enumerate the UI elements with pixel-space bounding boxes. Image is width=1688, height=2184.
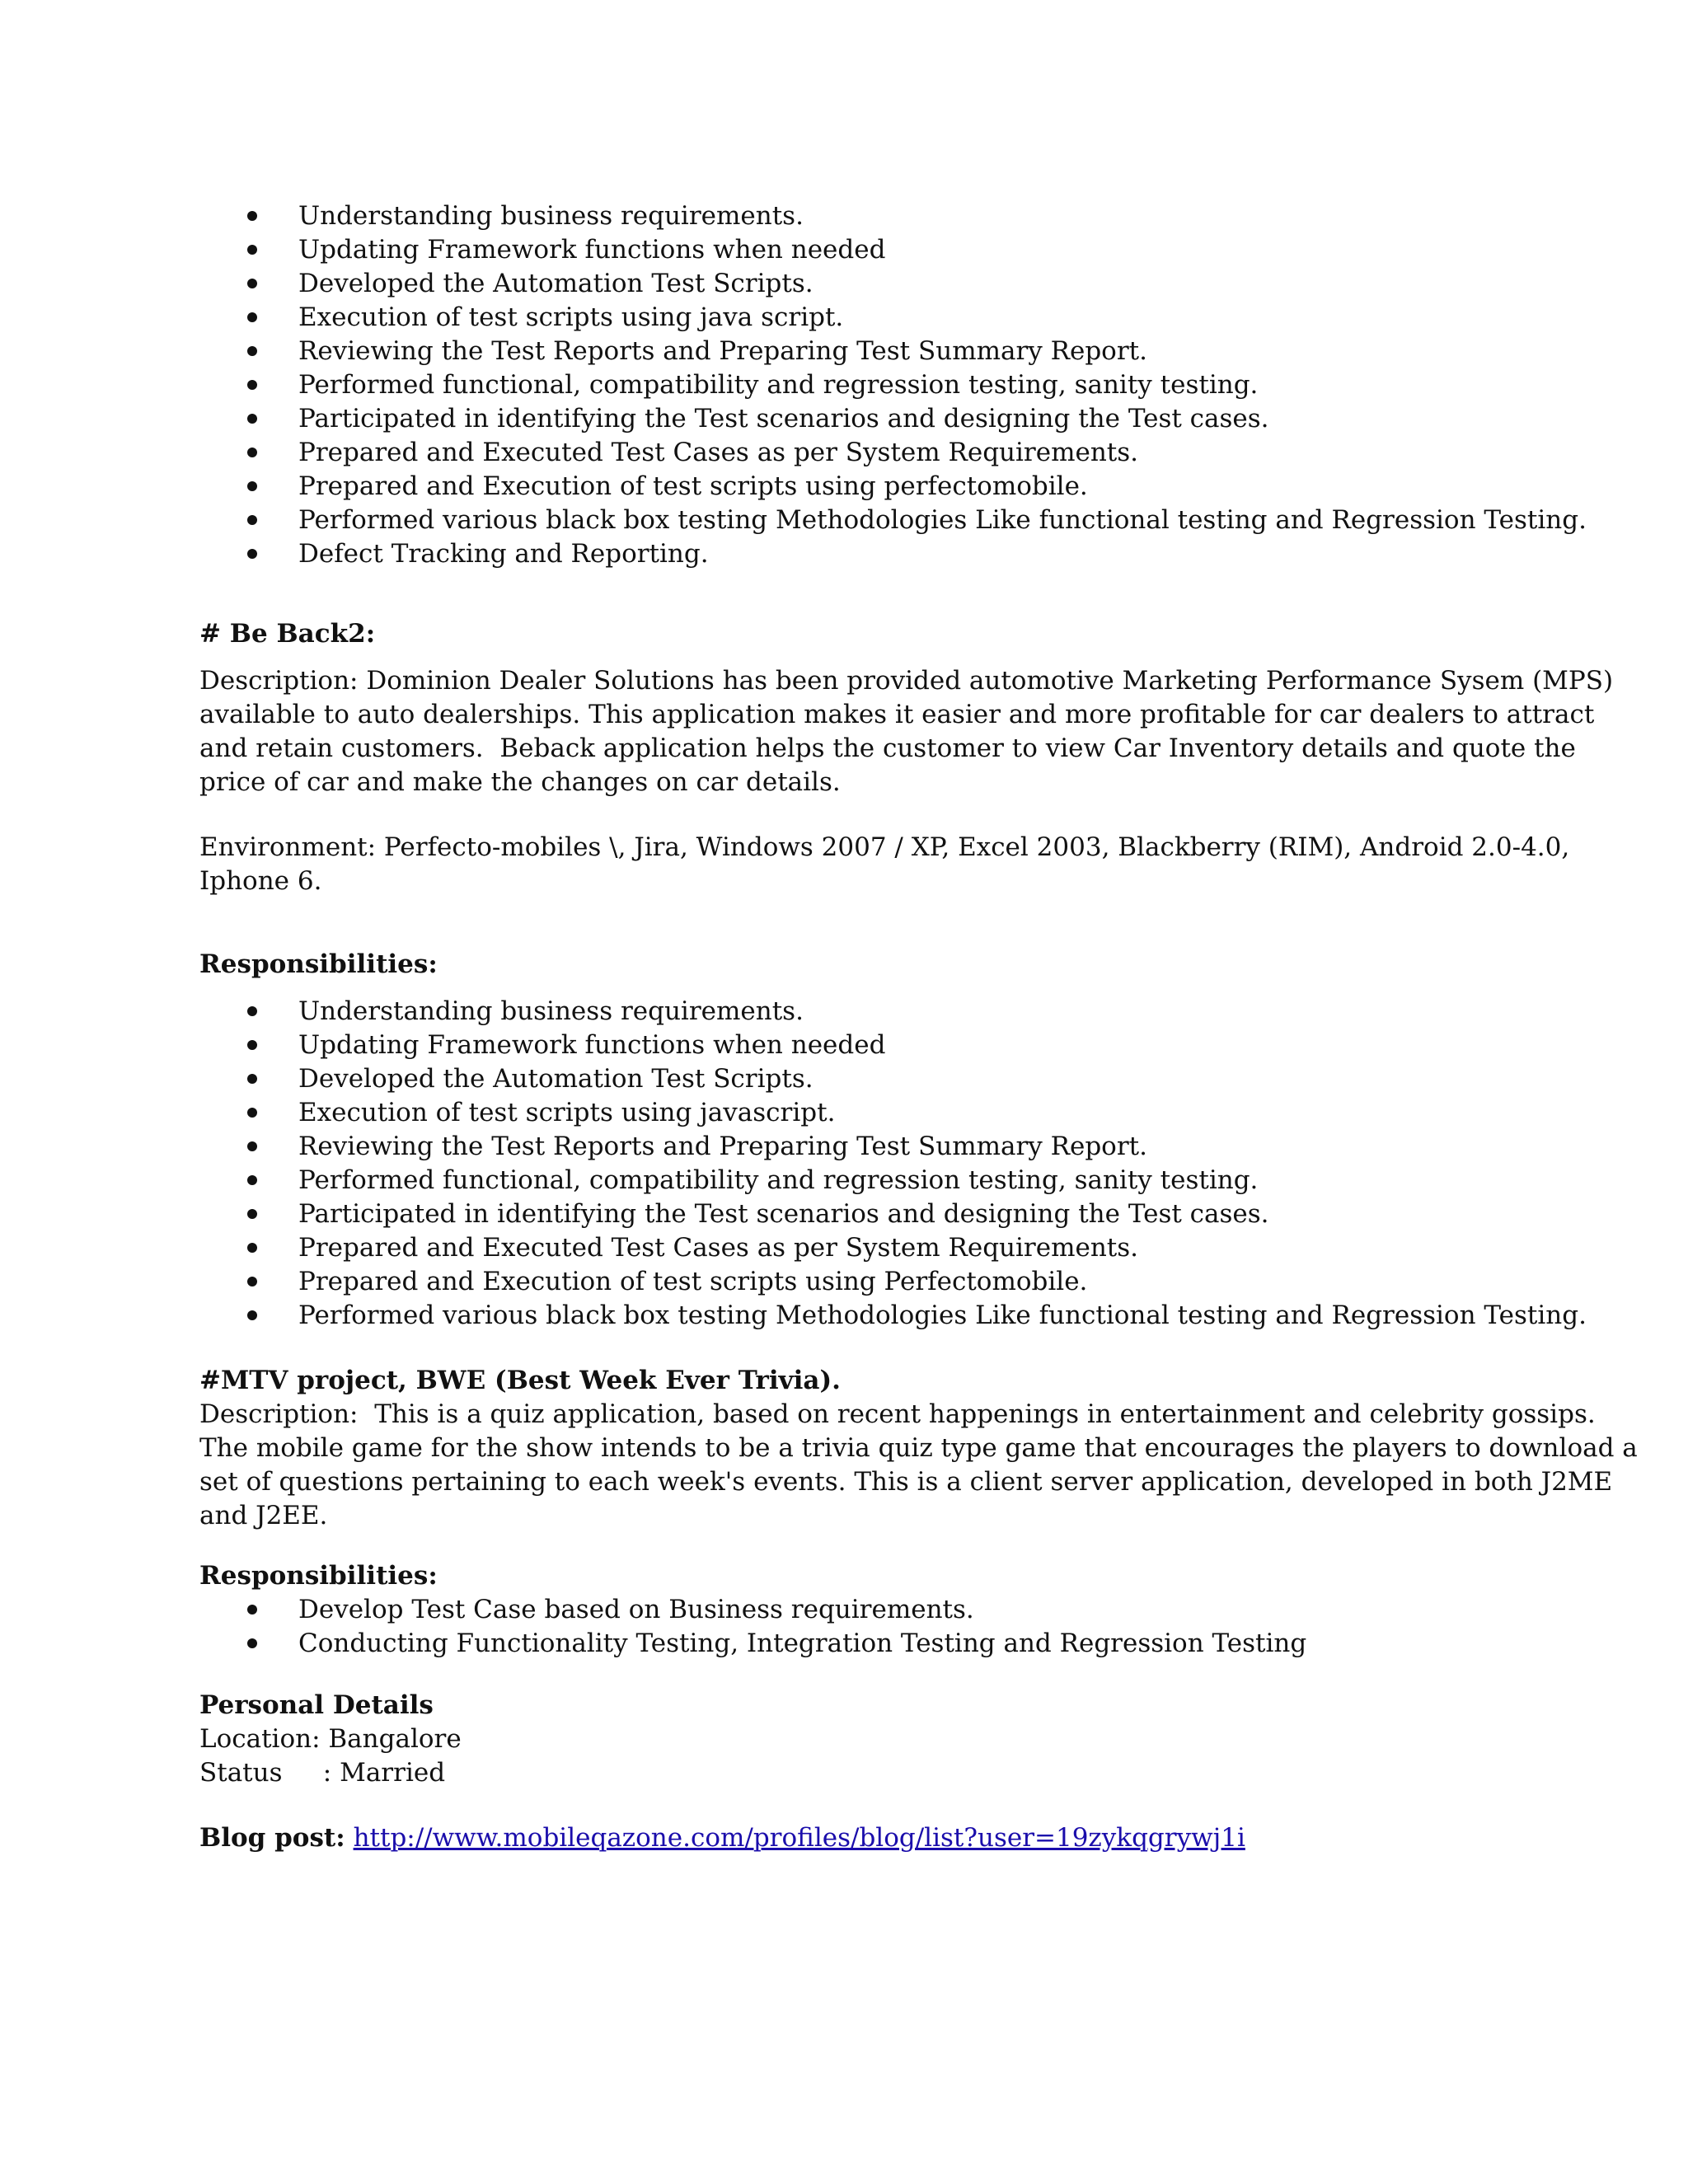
bullet-icon xyxy=(247,380,257,390)
list-item-text: Updating Framework functions when needed xyxy=(298,1030,886,1060)
beback-responsibilities-list xyxy=(199,995,1587,1333)
list-item-text: Reviewing the Test Reports and Preparing Test Summary Report. xyxy=(298,1132,1147,1161)
beback-environment xyxy=(199,831,1570,898)
list-item-text: Performed functional, compatibility and regression testing, sanity testing. xyxy=(298,370,1259,400)
list-item xyxy=(199,995,1502,1029)
bullet-icon xyxy=(247,1310,257,1320)
list-item xyxy=(199,537,1502,571)
list-item-text: Performed various black box testing Methodologies Like functional testing and Regression Testing. xyxy=(298,1301,1587,1330)
list-item-text: Performed functional, compatibility and regression testing, sanity testing. xyxy=(298,1165,1259,1195)
bullet-icon xyxy=(247,312,257,322)
personal-location: Location: Bangalore xyxy=(199,1724,462,1754)
list-item xyxy=(199,1197,1502,1231)
list-item-text: Defect Tracking and Reporting. xyxy=(298,539,709,569)
mtv-description-line: The mobile game for the show intends to be a trivia quiz type game that encourages the players to download a xyxy=(199,1433,1638,1463)
list-item xyxy=(199,402,1502,436)
beback-title: # Be Back2: xyxy=(199,619,376,649)
list-item xyxy=(199,233,1502,267)
blog-post-link[interactable]: http://www.mobileqazone.com/profiles/blog/list?user=19zykqgrywj1i xyxy=(353,1823,1245,1853)
list-item xyxy=(199,1627,1502,1661)
list-item xyxy=(199,199,1502,233)
beback-environment-line: Iphone 6. xyxy=(199,866,322,896)
list-item xyxy=(199,1130,1502,1164)
list-item xyxy=(199,1062,1502,1096)
list-item-text: Participated in identifying the Test scenarios and designing the Test cases. xyxy=(298,1199,1269,1229)
list-item-text: Execution of test scripts using java script. xyxy=(298,302,844,332)
beback-description xyxy=(199,664,1614,799)
beback-description-line: available to auto dealerships. This application makes it easier and more profitable for car dealers to attract xyxy=(199,700,1595,729)
beback-description-line: and retain customers. Beback application helps the customer to view Car Inventory details and quote the xyxy=(199,733,1576,763)
list-item-text: Reviewing the Test Reports and Preparing Test Summary Report. xyxy=(298,336,1147,366)
mtv-description xyxy=(199,1398,1638,1533)
list-item-text: Developed the Automation Test Scripts. xyxy=(298,1064,814,1094)
list-item-text: Participated in identifying the Test scenarios and designing the Test cases. xyxy=(298,404,1269,434)
bullet-icon xyxy=(247,1638,257,1648)
bullet-icon xyxy=(247,414,257,424)
mtv-responsibilities-list xyxy=(199,1593,1502,1661)
list-item xyxy=(199,368,1502,402)
list-item xyxy=(199,470,1502,504)
list-item xyxy=(199,1265,1502,1299)
beback-description-line: Description: Dominion Dealer Solutions has been provided automotive Marketing Performance Sysem (MPS) xyxy=(199,666,1614,696)
list-item-text: Execution of test scripts using javascript. xyxy=(298,1098,836,1127)
list-item xyxy=(199,504,1587,537)
list-item-text: Understanding business requirements. xyxy=(298,201,804,231)
list-item-text: Prepared and Execution of test scripts using Perfectomobile. xyxy=(298,1267,1088,1296)
list-item xyxy=(199,1593,1502,1627)
list-item-text: Understanding business requirements. xyxy=(298,996,804,1026)
list-item xyxy=(199,436,1502,470)
bullet-icon xyxy=(247,1006,257,1016)
list-item xyxy=(199,1029,1502,1062)
bullet-icon xyxy=(247,515,257,525)
mtv-description-line: Description: This is a quiz application, based on recent happenings in entertainment and celebrity gossips. xyxy=(199,1399,1596,1429)
bullet-icon xyxy=(247,1074,257,1084)
personal-details-title: Personal Details xyxy=(199,1690,434,1720)
bullet-icon xyxy=(247,549,257,559)
bullet-icon xyxy=(247,1277,257,1286)
list-item-text: Prepared and Executed Test Cases as per System Requirements. xyxy=(298,1233,1139,1263)
list-item-text: Prepared and Execution of test scripts using perfectomobile. xyxy=(298,471,1088,501)
bullet-icon xyxy=(247,1243,257,1253)
list-item-text: Updating Framework functions when needed xyxy=(298,235,886,265)
beback-environment-line: Environment: Perfecto-mobiles \, Jira, Windows 2007 / XP, Excel 2003, Blackberry (RIM), Android 2.0-4.0, xyxy=(199,832,1570,862)
bullet-icon xyxy=(247,346,257,356)
bullet-icon xyxy=(247,1141,257,1151)
blog-post-label: Blog post: xyxy=(199,1823,345,1853)
list-item xyxy=(199,1231,1502,1265)
list-item xyxy=(199,301,1502,335)
mtv-title: #MTV project, BWE (Best Week Ever Trivia). xyxy=(199,1366,841,1395)
bullet-icon xyxy=(247,1108,257,1118)
list-item xyxy=(199,1164,1502,1197)
bullet-icon xyxy=(247,1040,257,1050)
list-item-text: Prepared and Executed Test Cases as per System Requirements. xyxy=(298,438,1139,467)
mtv-responsibilities-title: Responsibilities: xyxy=(199,1561,438,1591)
list-item xyxy=(199,267,1502,301)
bullet-icon xyxy=(247,279,257,288)
list-item-text: Conducting Functionality Testing, Integration Testing and Regression Testing xyxy=(298,1629,1307,1658)
bullet-icon xyxy=(247,1605,257,1615)
blog-post-line xyxy=(199,1821,1502,1855)
list-item-text: Develop Test Case based on Business requirements. xyxy=(298,1595,974,1624)
bullet-icon xyxy=(247,448,257,457)
beback-responsibilities-title: Responsibilities: xyxy=(199,949,438,979)
mtv-description-line: and J2EE. xyxy=(199,1501,328,1530)
section1-bullet-list xyxy=(199,199,1587,571)
document-page xyxy=(199,199,1638,1855)
list-item-text: Performed various black box testing Methodologies Like functional testing and Regression Testing. xyxy=(298,505,1587,535)
personal-status: Status : Married xyxy=(199,1758,446,1788)
list-item-text: Developed the Automation Test Scripts. xyxy=(298,269,814,298)
mtv-description-line: set of questions pertaining to each week's events. This is a client server application, developed in both J2ME xyxy=(199,1467,1613,1497)
bullet-icon xyxy=(247,1209,257,1219)
bullet-icon xyxy=(247,481,257,491)
list-item xyxy=(199,335,1502,368)
bullet-icon xyxy=(247,1175,257,1185)
bullet-icon xyxy=(247,245,257,255)
list-item xyxy=(199,1096,1502,1130)
beback-description-line: price of car and make the changes on car details. xyxy=(199,767,841,797)
list-item xyxy=(199,1299,1587,1333)
bullet-icon xyxy=(247,211,257,221)
